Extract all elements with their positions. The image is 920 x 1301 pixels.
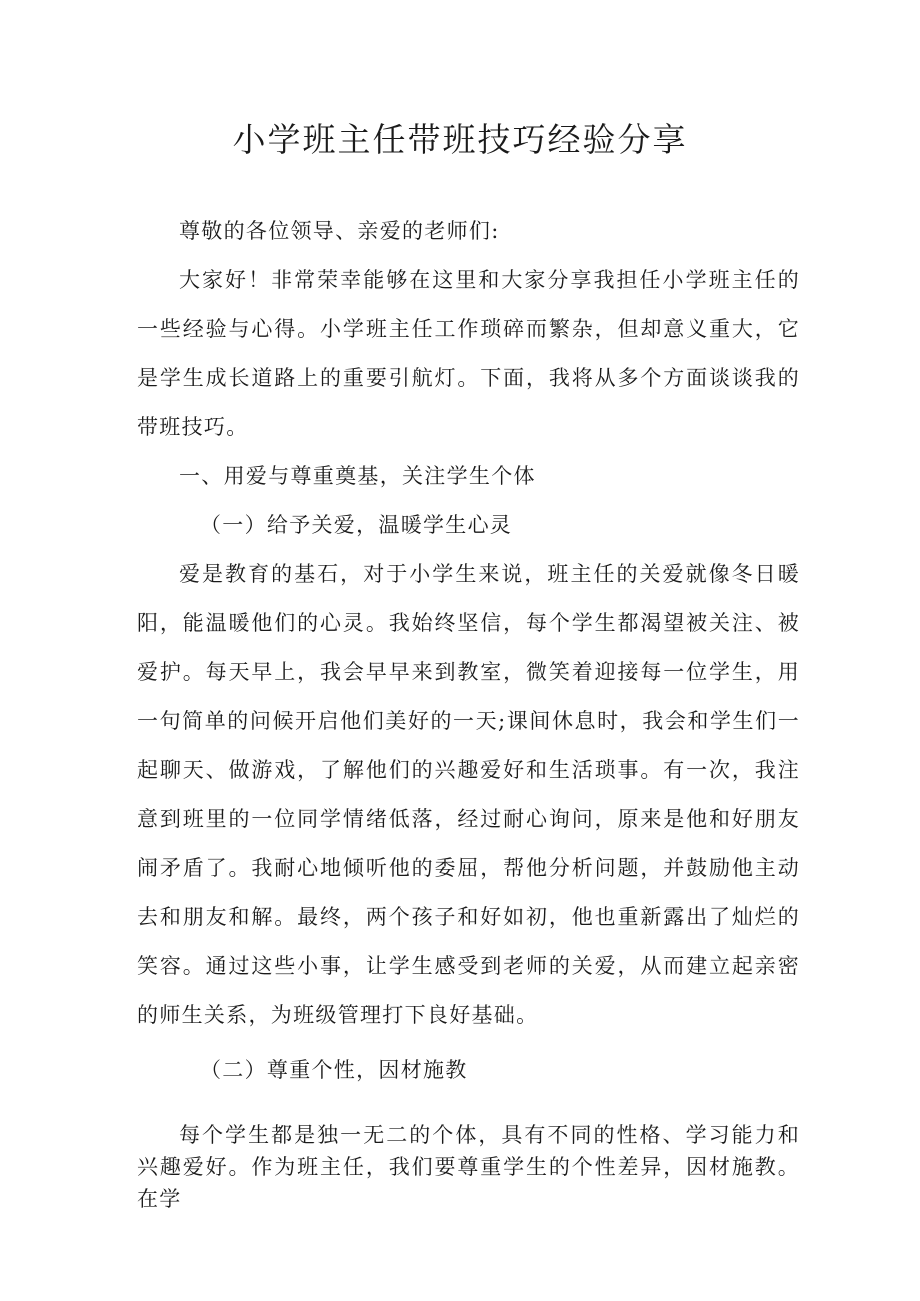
subsection-heading-2: （二）尊重个性，因材施教 <box>200 1058 468 1082</box>
document-title: 小学班主任带班技巧经验分享 <box>232 120 688 159</box>
paragraph-individuality: 每个学生都是独一无二的个体，具有不同的性格、学习能力和兴趣爱好。作为班主任，我们要尊重学生的个性差异，因材施教。在学 <box>137 1123 800 1211</box>
section-heading-1: 一、用爱与尊重奠基，关注学生个体 <box>179 464 536 488</box>
paragraph-care: 爱是教育的基石，对于小学生来说，班主任的关爱就像冬日暖阳，能温暖他们的心灵。我始终坚信，每个学生都渴望被关注、被爱护。每天早上，我会早早来到教室，微笑着迎接每一位学生，用一句简单的问候开启他们美好的一天;课间休息时，我会和学生们一起聊天、做游戏，了解他们的兴趣爱好和生活琐事。有一次，我注意到班里的一位同学情绪低落，经过耐心询问，原来是他和好朋友闹矛盾了。我耐心地倾听他的委屈，帮他分析问题，并鼓励他主动去和朋友和解。最终，两个孩子和好如初，他也重新露出了灿烂的笑容。通过这些小事，让学生感受到老师的关爱，从而建立起亲密的师生关系，为班级管理打下良好基础。 <box>137 562 800 1027</box>
document-body <box>137 207 800 1215</box>
greeting: 尊敬的各位领导、亲爱的老师们: <box>179 219 500 243</box>
subsection-heading-1: （一）给予关爱，温暖学生心灵 <box>200 513 513 537</box>
intro-paragraph: 大家好！非常荣幸能够在这里和大家分享我担任小学班主任的一些经验与心得。小学班主任工作琐碎而繁杂，但却意义重大，它是学生成长道路上的重要引航灯。下面，我将从多个方面谈谈我的带班技巧。 <box>137 268 800 439</box>
